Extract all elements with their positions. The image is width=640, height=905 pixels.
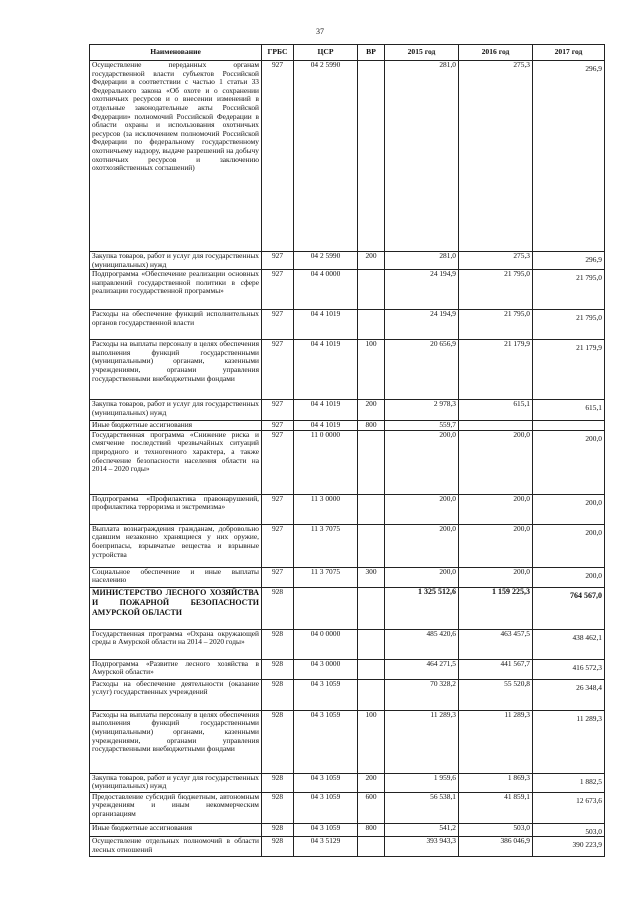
row-2016 <box>459 421 533 431</box>
row-2015: 541,2 <box>385 823 459 837</box>
table-row <box>90 61 605 252</box>
row-2016: 386 046,9 <box>459 837 533 857</box>
table-row <box>90 421 605 431</box>
row-2017-value: 390 223,9 <box>572 840 602 850</box>
row-2016: 11 289,3 <box>459 710 533 773</box>
row-2015: 11 289,3 <box>385 710 459 773</box>
row-2017-value: 200,0 <box>585 433 602 443</box>
row-name: Государственная программа «Охрана окружающей среды в Амурской области на 2014 – 2020 годы» <box>90 629 262 659</box>
row-2015: 200,0 <box>385 524 459 567</box>
row-2015: 1 959,6 <box>385 773 459 792</box>
row-2016: 441 567,7 <box>459 659 533 679</box>
row-2017-value: 416 572,3 <box>572 662 602 672</box>
row-2017 <box>533 421 605 431</box>
table-row <box>90 430 605 494</box>
row-csr: 04 0 0000 <box>294 629 358 659</box>
row-2016: 1 869,3 <box>459 773 533 792</box>
row-2017 <box>533 792 605 823</box>
row-2015: 2 978,3 <box>385 400 459 421</box>
table-row <box>90 340 605 400</box>
row-grbs: 928 <box>262 710 294 773</box>
row-2017-value: 12 673,6 <box>576 795 602 805</box>
row-2015: 200,0 <box>385 494 459 524</box>
row-grbs: 927 <box>262 340 294 400</box>
table-row <box>90 823 605 837</box>
table-row <box>90 270 605 310</box>
row-2017 <box>533 310 605 340</box>
row-2016: 1 159 225,3 <box>459 587 533 629</box>
row-grbs: 927 <box>262 61 294 252</box>
row-grbs: 927 <box>262 310 294 340</box>
row-2017 <box>533 710 605 773</box>
row-2017-value: 764 567,0 <box>570 590 602 600</box>
row-vr <box>358 310 385 340</box>
row-2017-value: 21 795,0 <box>576 273 602 283</box>
table-row <box>90 659 605 679</box>
row-vr <box>358 494 385 524</box>
row-grbs: 927 <box>262 270 294 310</box>
row-name: Расходы на обеспечение функций исполнительных органов государственной власти <box>90 310 262 340</box>
table-row <box>90 524 605 567</box>
row-2016: 615,1 <box>459 400 533 421</box>
row-name: Расходы на обеспечение деятельности (оказание услуг) государственных учреждений <box>90 679 262 710</box>
row-vr <box>358 270 385 310</box>
row-2015: 281,0 <box>385 252 459 270</box>
row-name: Расходы на выплаты персоналу в целях обеспечения выполнения функций государственными (муниципальными) органами, казенными учреждениями, органами управления государственными внебюджетными фондами <box>90 340 262 400</box>
row-grbs: 928 <box>262 837 294 857</box>
row-csr: 04 4 1019 <box>294 340 358 400</box>
row-2016: 21 795,0 <box>459 310 533 340</box>
row-2017-value: 296,9 <box>585 64 602 73</box>
table-row <box>90 629 605 659</box>
row-name: Закупка товаров, работ и услуг для государственных (муниципальных) нужд <box>90 773 262 792</box>
row-2017-value: 200,0 <box>585 527 602 537</box>
header-name: Наименование <box>90 45 262 61</box>
row-vr <box>358 837 385 857</box>
row-csr: 11 3 7075 <box>294 567 358 587</box>
row-name: МИНИСТЕРСТВО ЛЕСНОГО ХОЗЯЙСТВА И ПОЖАРНОЙ БЕЗОПАСНОСТИ АМУРСКОЙ ОБЛАСТИ <box>90 587 262 629</box>
row-vr <box>358 430 385 494</box>
row-grbs: 927 <box>262 567 294 587</box>
row-2017 <box>533 659 605 679</box>
row-name: Осуществление переданных органам государственной власти субъектов Российской Федерации в соответствии с частью 1 статьи 33 Федерального закона «Об охоте и о сохранении охотничьих ресурсов и о внесении изменений в отдельные законодательные акты Российской Федерации» полномочий Российской Федерации в области охраны и использования охотничьих ресурсов (за исключением полномочий Российской Федерации по федеральному государственному охотничьему надзору, выдаче разрешений на добычу охотничьих ресурсов и заключению охотхозяйственных соглашений) <box>90 61 262 252</box>
row-2017 <box>533 340 605 400</box>
row-csr: 11 3 0000 <box>294 494 358 524</box>
row-grbs: 927 <box>262 524 294 567</box>
row-vr: 300 <box>358 567 385 587</box>
row-name: Государственная программа «Снижение риска и смягчение последствий чрезвычайных ситуаций природного и техногенного характера, а также обеспечение безопасности населения области на 2014 – 2020 годы» <box>90 430 262 494</box>
row-name: Подпрограмма «Развитие лесного хозяйства в Амурской области» <box>90 659 262 679</box>
row-2017-value: 200,0 <box>585 497 602 507</box>
row-name: Осуществление отдельных полномочий в области лесных отношений <box>90 837 262 857</box>
row-name: Подпрограмма «Профилактика правонарушений, профилактика терроризма и экстремизма» <box>90 494 262 524</box>
row-grbs: 927 <box>262 494 294 524</box>
row-2017-value: 1 882,5 <box>579 776 602 786</box>
row-csr: 04 3 0000 <box>294 659 358 679</box>
row-2015: 281,0 <box>385 61 459 252</box>
table-row <box>90 400 605 421</box>
row-name: Социальное обеспечение и иные выплаты населению <box>90 567 262 587</box>
table-body <box>90 61 605 857</box>
row-2015: 485 420,6 <box>385 629 459 659</box>
row-2017 <box>533 270 605 310</box>
row-2016: 275,3 <box>459 61 533 252</box>
row-name: Расходы на выплаты персоналу в целях обеспечения выполнения функций государственными (муниципальными) органами, казенными учреждениями, органами управления государственными внебюджетными фондами <box>90 710 262 773</box>
row-2017 <box>533 837 605 857</box>
row-2017-value: 296,9 <box>585 255 602 264</box>
row-2016: 463 457,5 <box>459 629 533 659</box>
row-2017 <box>533 629 605 659</box>
row-2016: 200,0 <box>459 494 533 524</box>
row-name: Выплата вознаграждения гражданам, добровольно сдавшим незаконно хранящиеся у них оружие, боеприпасы, взрывчатые вещества и взрывные устройства <box>90 524 262 567</box>
table-row <box>90 773 605 792</box>
row-csr <box>294 587 358 629</box>
table-row <box>90 252 605 270</box>
row-vr <box>358 61 385 252</box>
row-2017 <box>533 430 605 494</box>
row-grbs: 928 <box>262 587 294 629</box>
row-2016: 21 179,9 <box>459 340 533 400</box>
row-2016: 21 795,0 <box>459 270 533 310</box>
row-2017-value: 615,1 <box>585 403 602 413</box>
row-2015: 1 325 512,6 <box>385 587 459 629</box>
row-csr: 04 3 1059 <box>294 679 358 710</box>
row-grbs: 927 <box>262 421 294 431</box>
row-2017 <box>533 61 605 252</box>
row-grbs: 928 <box>262 773 294 792</box>
row-csr: 04 3 1059 <box>294 823 358 837</box>
row-csr: 04 4 1019 <box>294 421 358 431</box>
budget-table <box>89 44 605 857</box>
table-row <box>90 679 605 710</box>
row-vr: 600 <box>358 792 385 823</box>
row-2017-value: 11 289,3 <box>576 713 602 723</box>
row-2017 <box>533 494 605 524</box>
row-vr: 200 <box>358 400 385 421</box>
row-grbs: 927 <box>262 430 294 494</box>
row-2016: 200,0 <box>459 524 533 567</box>
row-vr <box>358 679 385 710</box>
row-name: Закупка товаров, работ и услуг для государственных (муниципальных) нужд <box>90 252 262 270</box>
row-2017 <box>533 524 605 567</box>
table-row <box>90 710 605 773</box>
table-row <box>90 587 605 629</box>
row-csr: 04 4 1019 <box>294 400 358 421</box>
row-csr: 11 3 7075 <box>294 524 358 567</box>
table-row <box>90 837 605 857</box>
row-2017 <box>533 773 605 792</box>
row-2016: 200,0 <box>459 567 533 587</box>
table-row <box>90 494 605 524</box>
row-2016: 41 859,1 <box>459 792 533 823</box>
row-2017-value: 21 795,0 <box>576 313 602 323</box>
row-vr: 100 <box>358 710 385 773</box>
row-csr: 04 3 5129 <box>294 837 358 857</box>
row-name: Иные бюджетные ассигнования <box>90 421 262 431</box>
row-vr <box>358 587 385 629</box>
row-2017 <box>533 567 605 587</box>
row-csr: 04 2 5990 <box>294 252 358 270</box>
row-2017 <box>533 587 605 629</box>
row-2015: 24 194,9 <box>385 310 459 340</box>
row-2015: 559,7 <box>385 421 459 431</box>
row-vr: 800 <box>358 823 385 837</box>
row-2017 <box>533 252 605 270</box>
table-row <box>90 567 605 587</box>
row-vr: 800 <box>358 421 385 431</box>
table-row <box>90 792 605 823</box>
row-2016: 55 520,8 <box>459 679 533 710</box>
row-grbs: 928 <box>262 679 294 710</box>
row-grbs: 927 <box>262 400 294 421</box>
row-2015: 70 328,2 <box>385 679 459 710</box>
row-csr: 04 4 1019 <box>294 310 358 340</box>
table-row <box>90 310 605 340</box>
header-vr: ВР <box>358 45 385 61</box>
row-vr: 200 <box>358 252 385 270</box>
row-2017-value: 438 462,1 <box>572 632 602 642</box>
row-name: Подпрограмма «Обеспечение реализации основных направлений государственной политики в сфере реализации государственной программы» <box>90 270 262 310</box>
row-2017 <box>533 400 605 421</box>
header-2015: 2015 год <box>385 45 459 61</box>
row-2016: 200,0 <box>459 430 533 494</box>
row-vr <box>358 629 385 659</box>
row-grbs: 928 <box>262 792 294 823</box>
row-csr: 04 3 1059 <box>294 792 358 823</box>
row-2017-value: 200,0 <box>585 570 602 580</box>
header-2017: 2017 год <box>533 45 605 61</box>
row-2016: 275,3 <box>459 252 533 270</box>
row-grbs: 928 <box>262 629 294 659</box>
row-csr: 04 3 1059 <box>294 773 358 792</box>
row-2016: 503,0 <box>459 823 533 837</box>
table-header-row <box>90 45 605 61</box>
row-vr <box>358 659 385 679</box>
row-vr: 200 <box>358 773 385 792</box>
row-csr: 04 4 0000 <box>294 270 358 310</box>
row-vr: 100 <box>358 340 385 400</box>
row-2015: 393 943,3 <box>385 837 459 857</box>
row-2015: 56 538,1 <box>385 792 459 823</box>
row-csr: 04 3 1059 <box>294 710 358 773</box>
row-2015: 200,0 <box>385 567 459 587</box>
page-number: 37 <box>316 27 324 36</box>
row-2017 <box>533 679 605 710</box>
row-2017 <box>533 823 605 837</box>
row-name: Иные бюджетные ассигнования <box>90 823 262 837</box>
row-grbs: 927 <box>262 252 294 270</box>
row-2017-value: 21 179,9 <box>576 343 602 353</box>
row-grbs: 928 <box>262 823 294 837</box>
header-csr: ЦСР <box>294 45 358 61</box>
row-2015: 464 271,5 <box>385 659 459 679</box>
header-2016: 2016 год <box>459 45 533 61</box>
row-csr: 11 0 0000 <box>294 430 358 494</box>
row-2017-value: 503,0 <box>585 826 602 836</box>
row-2017-value: 26 348,4 <box>576 682 602 692</box>
row-name: Предоставление субсидий бюджетным, автономным учреждениям и иным некоммерческим организациям <box>90 792 262 823</box>
row-csr: 04 2 5990 <box>294 61 358 252</box>
row-2015: 20 656,9 <box>385 340 459 400</box>
row-2015: 24 194,9 <box>385 270 459 310</box>
header-grbs: ГРБС <box>262 45 294 61</box>
row-name: Закупка товаров, работ и услуг для государственных (муниципальных) нужд <box>90 400 262 421</box>
row-2015: 200,0 <box>385 430 459 494</box>
row-vr <box>358 524 385 567</box>
row-grbs: 928 <box>262 659 294 679</box>
